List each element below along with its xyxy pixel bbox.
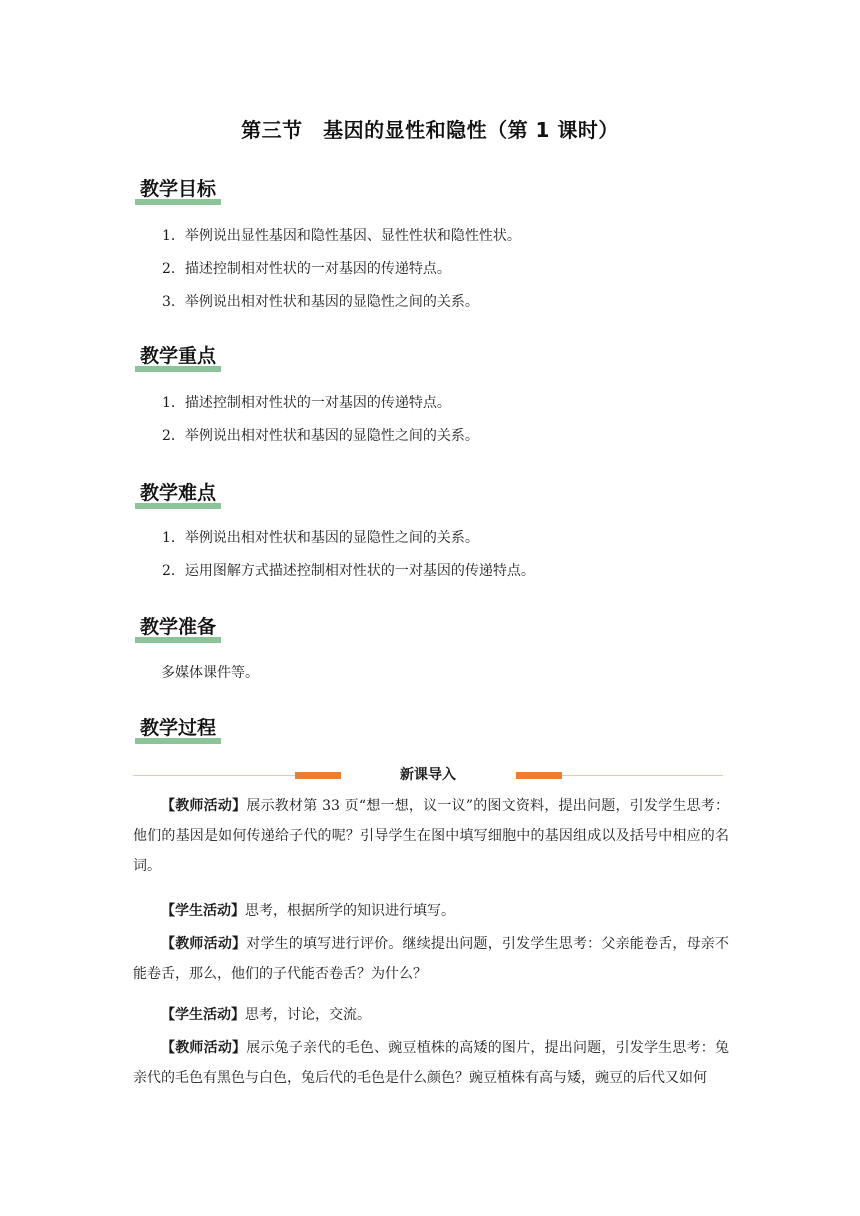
divider-line-right xyxy=(562,775,723,776)
paragraph xyxy=(133,929,729,989)
paragraph-text: 对学生的填写进行评价。继续提出问题，引发学生思考：父亲能卷舌，母亲不能卷舌，那么，他们的子代能否卷舌？为什么？ xyxy=(133,936,730,982)
paragraph xyxy=(133,791,729,881)
section-heading-label: 教学准备 xyxy=(140,616,217,638)
divider-bar-right xyxy=(516,772,562,779)
section-heading-label: 教学重点 xyxy=(140,345,217,367)
paragraph-text: 展示兔子亲代的毛色、豌豆植株的高矮的图片，提出问题，引发学生思考：兔亲代的毛色有黑色与白色，兔后代的毛色是什么颜色？豌豆植株有高与矮，豌豆的后代又如何 xyxy=(133,1040,729,1086)
section-heading-objectives xyxy=(135,178,221,201)
list-item: 1．举例说出显性基因和隐性基因、显性性状和隐性性状。 xyxy=(162,228,521,244)
activity-tag: 【教师活动】 xyxy=(161,936,247,952)
list-item: 1．描述控制相对性状的一对基因的传递特点。 xyxy=(162,395,451,411)
paragraph-text: 展示教材第 33 页“想一想，议一议”的图文资料，提出问题，引发学生思考：他们的基因是如何传递给子代的呢？引导学生在图中填写细胞中的基因组成以及括号中相应的名词。 xyxy=(133,798,730,874)
subsection-divider xyxy=(133,765,723,787)
objectives-list xyxy=(162,226,521,325)
paragraph-text: 思考，讨论，交流。 xyxy=(245,1007,371,1023)
list-item: 2．举例说出相对性状和基因的显隐性之间的关系。 xyxy=(162,428,479,444)
section-heading-key-points xyxy=(135,345,221,368)
activity-tag: 【教师活动】 xyxy=(161,1040,247,1056)
subsection-title: 新课导入 xyxy=(400,767,456,783)
section-heading-difficulties xyxy=(135,482,221,505)
list-item: 2．描述控制相对性状的一对基因的传递特点。 xyxy=(162,261,451,277)
key-points-list xyxy=(162,393,479,459)
section-heading-label: 教学过程 xyxy=(140,717,217,739)
section-heading-label: 教学目标 xyxy=(140,178,217,200)
list-item: 3．举例说出相对性状和基因的显隐性之间的关系。 xyxy=(162,294,479,310)
page-title: 第三节 基因的显性和隐性（第 1 课时） xyxy=(241,118,619,142)
paragraph xyxy=(133,1033,729,1095)
paragraph-text: 思考，根据所学的知识进行填写。 xyxy=(245,903,455,919)
activity-tag: 【教师活动】 xyxy=(161,798,247,814)
paragraph xyxy=(133,1000,729,1030)
activity-tag: 【学生活动】 xyxy=(161,1007,245,1023)
section-heading-label: 教学难点 xyxy=(140,482,217,504)
difficulties-list xyxy=(162,528,535,594)
section-heading-process xyxy=(135,717,221,740)
list-item: 2．运用图解方式描述控制相对性状的一对基因的传递特点。 xyxy=(162,563,535,579)
preparation-text: 多媒体课件等。 xyxy=(161,665,259,681)
list-item: 1．举例说出相对性状和基因的显隐性之间的关系。 xyxy=(162,530,479,546)
section-heading-preparation xyxy=(135,616,221,639)
activity-tag: 【学生活动】 xyxy=(161,903,245,919)
paragraph xyxy=(133,896,729,926)
